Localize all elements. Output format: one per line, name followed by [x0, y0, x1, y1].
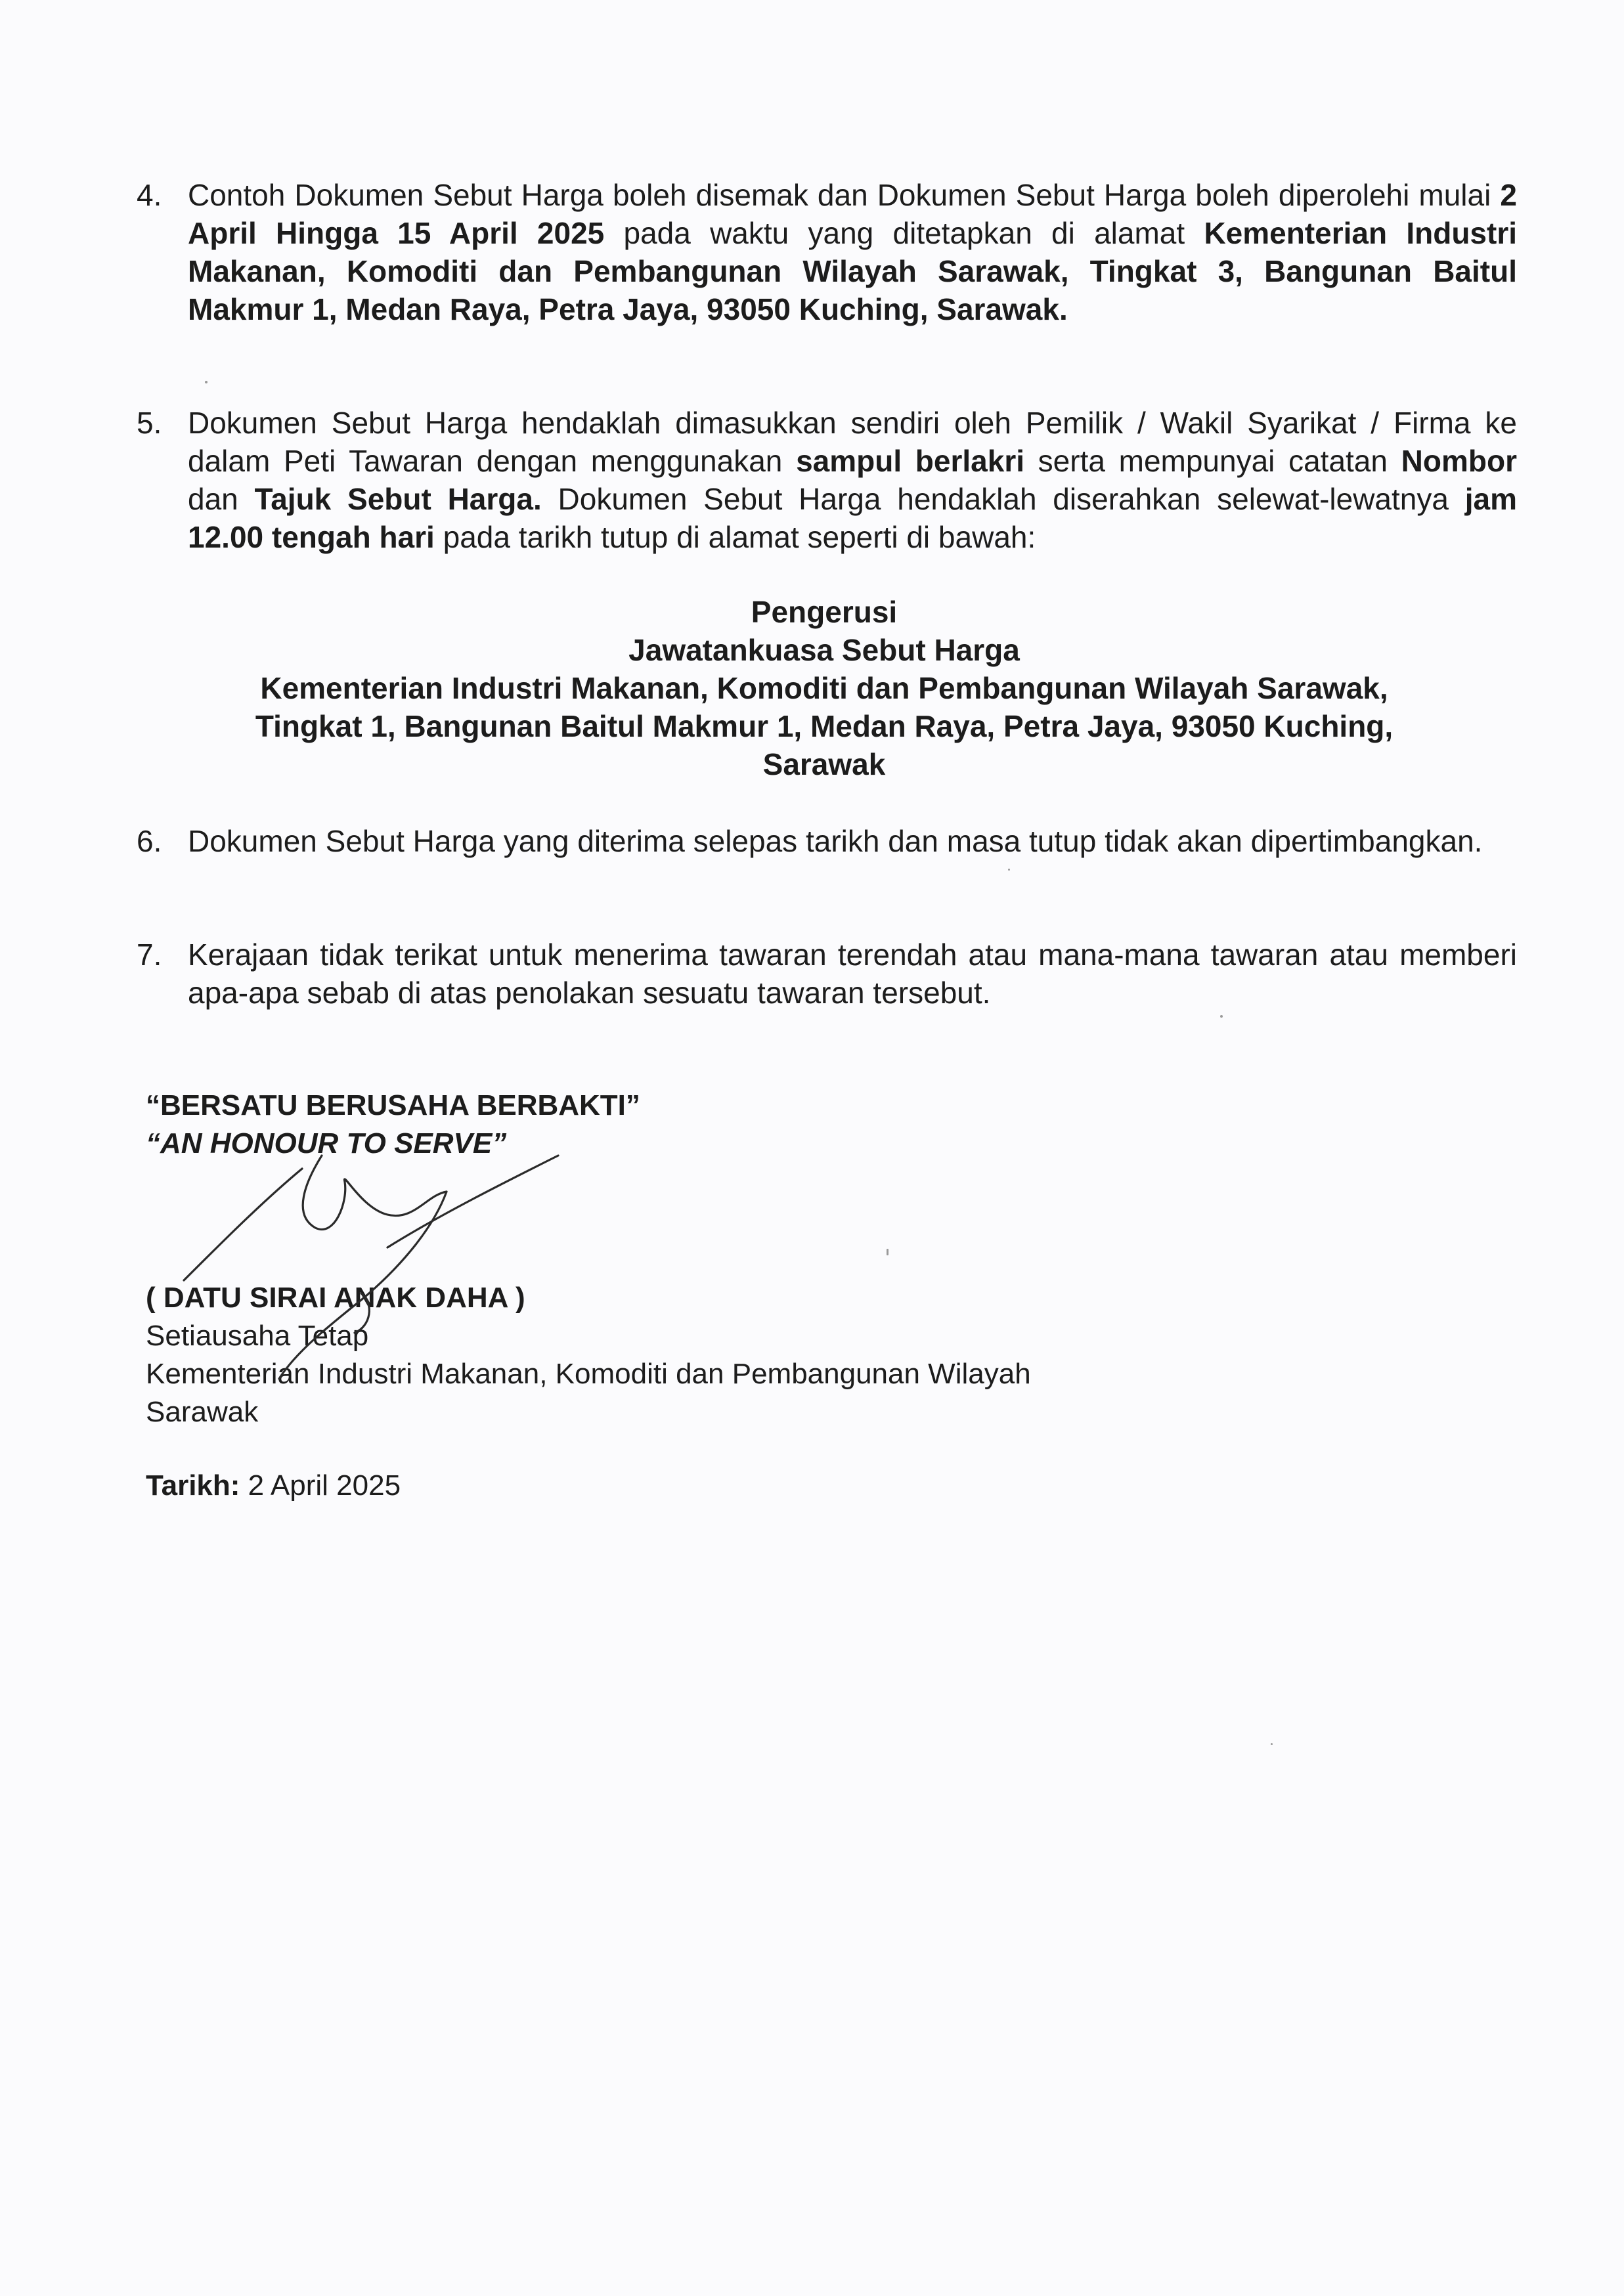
- clause-number: 6.: [137, 824, 162, 858]
- submission-address: [131, 593, 1517, 783]
- text-run: pada tarikh tutup di alamat seperti di bawah:: [434, 520, 1036, 554]
- text-run: Dokumen Sebut Harga hendaklah dimasukkan sendiri oleh Pemilik / Wakil Syarikat / Firma ke dalam Peti Tawaran dengan menggunakan: [188, 406, 1517, 478]
- scan-speck: [1220, 1015, 1223, 1018]
- bold-text-run: jam 12.00 tengah hari: [188, 482, 1517, 554]
- text-run: pada waktu yang ditetapkan di alamat: [604, 216, 1204, 250]
- signatory-ministry-cont: Sarawak: [146, 1396, 259, 1428]
- signatory-title: Setiausaha Tetap: [146, 1320, 369, 1352]
- bold-text-run: 2 April Hingga 15 April 2025: [188, 178, 1517, 250]
- clause-text: [188, 822, 1517, 860]
- motto-english: “AN HONOUR TO SERVE”: [146, 1127, 507, 1159]
- scan-speck: [205, 381, 208, 383]
- address-line: Sarawak: [762, 747, 886, 781]
- bold-text-run: Nombor: [1401, 444, 1517, 478]
- bold-text-run: sampul berlakri: [796, 444, 1024, 478]
- text-run: Kerajaan tidak terikat untuk menerima tawaran terendah atau mana-mana tawaran atau memberi apa-apa sebab di atas penolakan sesuatu tawaran tersebut.: [188, 938, 1517, 1010]
- scan-speck: [1271, 1743, 1273, 1745]
- motto-malay: “BERSATU BERUSAHA BERBAKTI”: [146, 1089, 640, 1121]
- address-line: Pengerusi: [751, 595, 898, 629]
- text-run: dan: [188, 482, 255, 516]
- clause-text: [188, 936, 1517, 1012]
- text-run: Contoh Dokumen Sebut Harga boleh disemak dan Dokumen Sebut Harga boleh diperolehi mulai: [188, 178, 1501, 212]
- clause-text: [188, 404, 1517, 556]
- clause-number: 7.: [137, 938, 162, 972]
- date-value: 2 April 2025: [240, 1469, 401, 1502]
- clause-number: 5.: [137, 406, 162, 440]
- clause-number: 4.: [137, 178, 162, 212]
- date-label: Tarikh:: [146, 1469, 240, 1502]
- text-run: Dokumen Sebut Harga hendaklah diserahkan selewat-lewatnya: [541, 482, 1465, 516]
- address-line: Kementerian Industri Makanan, Komoditi dan Pembangunan Wilayah Sarawak,: [260, 671, 1388, 705]
- scan-speck: [887, 1249, 889, 1255]
- bold-text-run: Tajuk Sebut Harga.: [254, 482, 542, 516]
- signatory-name: ( DATU SIRAI ANAK DAHA ): [146, 1282, 525, 1314]
- date-line: [146, 1467, 401, 1505]
- clause-text: [188, 176, 1517, 328]
- bold-text-run: Kementerian Industri Makanan, Komoditi dan Pembangunan Wilayah Sarawak, Tingkat 3, Bangunan Baitul Makmur 1, Medan Raya, Petra Jaya, 93050 Kuching, Sarawak.: [188, 216, 1518, 326]
- address-line: Tingkat 1, Bangunan Baitul Makmur 1, Medan Raya, Petra Jaya, 93050 Kuching,: [255, 709, 1394, 743]
- signatory-ministry: Kementerian Industri Makanan, Komoditi dan Pembangunan Wilayah: [146, 1358, 1031, 1390]
- signature-image: [164, 1129, 584, 1418]
- scan-speck: [1008, 869, 1010, 871]
- address-line: Jawatankuasa Sebut Harga: [628, 633, 1020, 667]
- text-run: serta mempunyai catatan: [1024, 444, 1401, 478]
- text-run: Dokumen Sebut Harga yang diterima selepas tarikh dan masa tutup tidak akan dipertimbangkan.: [188, 824, 1483, 858]
